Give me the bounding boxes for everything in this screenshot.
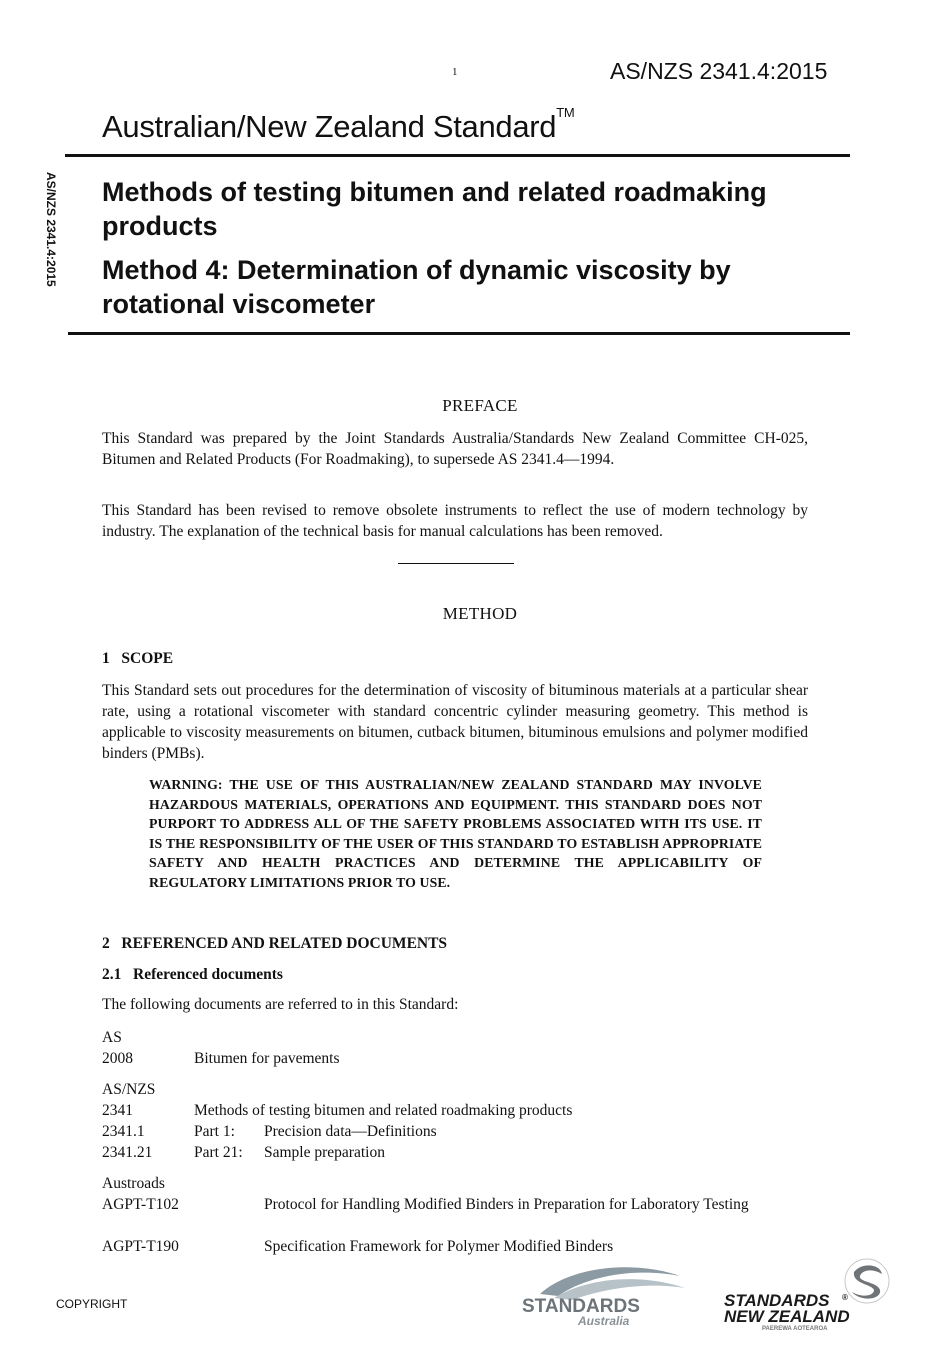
title-top-rule: [65, 154, 850, 157]
main-title: Methods of testing bitumen and related roadmaking products: [102, 177, 767, 241]
reference-title: Protocol for Handling Modified Binders in Preparation for Laboratory Testing: [264, 1196, 749, 1213]
side-document-code: AS/NZS 2341.4:2015: [44, 172, 58, 287]
reference-code: AGPT-T102: [102, 1196, 179, 1213]
title-bottom-rule: [68, 332, 850, 335]
document-code: AS/NZS 2341.4:2015: [610, 58, 828, 84]
group-label: AS/NZS: [102, 1081, 156, 1098]
reference-code: 2341.1: [102, 1123, 145, 1140]
warning-notice: WARNING: THE USE OF THIS AUSTRALIAN/NEW ZEALAND STANDARD MAY INVOLVE HAZARDOUS MATERIALS, OPERATIONS AND EQUIPMENT. THIS STANDARD DOES NOT PURPORT TO ADDRESS ALL OF THE SAFETY PROBLEMS ASSOCIATED WITH ITS USE. IT IS THE RESPONSIBILITY OF THE USER OF THIS STANDARD TO ESTABLISH APPROPRIATE SAFETY AND HEALTH PRACTICES AND DETERMINE THE APPLICABILITY OF REGULATORY LIMITATIONS PRIOR TO USE.: [149, 777, 762, 890]
page-number: 1: [452, 66, 458, 78]
reference-title: Precision data—Definitions: [264, 1123, 437, 1140]
logo-snz-country: NEW ZEALAND: [724, 1307, 850, 1326]
reference-code: 2341.21: [102, 1144, 153, 1161]
references-heading: 2 REFERENCED AND RELATED DOCUMENTS: [102, 935, 448, 952]
standards-new-zealand-logo: [722, 1256, 892, 1332]
reference-code: 2341: [102, 1102, 133, 1119]
preface-paragraph-1: This Standard was prepared by the Joint Standards Australia/Standards New Zealand Committee CH-025, Bitumen and Related Products (For Roadmaking), to supersede AS 2341.4—1994.: [102, 430, 808, 468]
references-intro: The following documents are referred to in this Standard:: [102, 996, 459, 1013]
reference-title: Bitumen for pavements: [194, 1050, 340, 1067]
scope-heading: 1 SCOPE: [102, 650, 174, 667]
standards-australia-logo: [520, 1260, 705, 1330]
preface-heading: PREFACE: [442, 396, 518, 415]
reference-part: Part 1:: [194, 1123, 235, 1140]
reference-title: Sample preparation: [264, 1144, 385, 1161]
logo-registered-mark: ®: [842, 1293, 848, 1302]
method-heading: METHOD: [442, 604, 518, 623]
preface-paragraph-2: This Standard has been revised to remove obsolete instruments to reflect the use of modern technology by industry. The explanation of the technical basis for manual calculations has been removed.: [102, 502, 808, 540]
logo-sa-name: STANDARDS: [522, 1296, 640, 1317]
standard-title: [102, 105, 575, 145]
standard-title-text: Australian/New Zealand Standard: [102, 109, 557, 144]
logo-snz-maori: PAEREWA AOTEAROA: [762, 1326, 828, 1332]
reference-code: AGPT-T190: [102, 1238, 179, 1255]
logo-snz-name: STANDARDS: [724, 1291, 830, 1310]
reference-title: Methods of testing bitumen and related roadmaking products: [194, 1102, 573, 1119]
reference-code: 2008: [102, 1050, 133, 1067]
logo-sa-country: Australia: [578, 1314, 630, 1328]
group-label: AS: [102, 1029, 122, 1046]
trademark-mark: TM: [556, 105, 575, 120]
scope-paragraph: This Standard sets out procedures for the determination of viscosity of bituminous materials at a particular shear rate, using a rotational viscometer with standard concentric cylinder measuring geometry. This method is applicable to viscosity measurements on bitumen, cutback bitumen, bituminous emulsions and polymer modified binders (PMBs).: [102, 682, 808, 762]
method-title: Method 4: Determination of dynamic viscosity by rotational viscometer: [102, 255, 731, 319]
section-divider: [398, 563, 514, 564]
group-label: Austroads: [102, 1175, 165, 1192]
reference-title: Specification Framework for Polymer Modified Binders: [264, 1238, 614, 1255]
copyright-notice: COPYRIGHT: [56, 1297, 128, 1311]
reference-part: Part 21:: [194, 1144, 243, 1161]
referenced-documents-heading: 2.1 Referenced documents: [102, 966, 283, 983]
